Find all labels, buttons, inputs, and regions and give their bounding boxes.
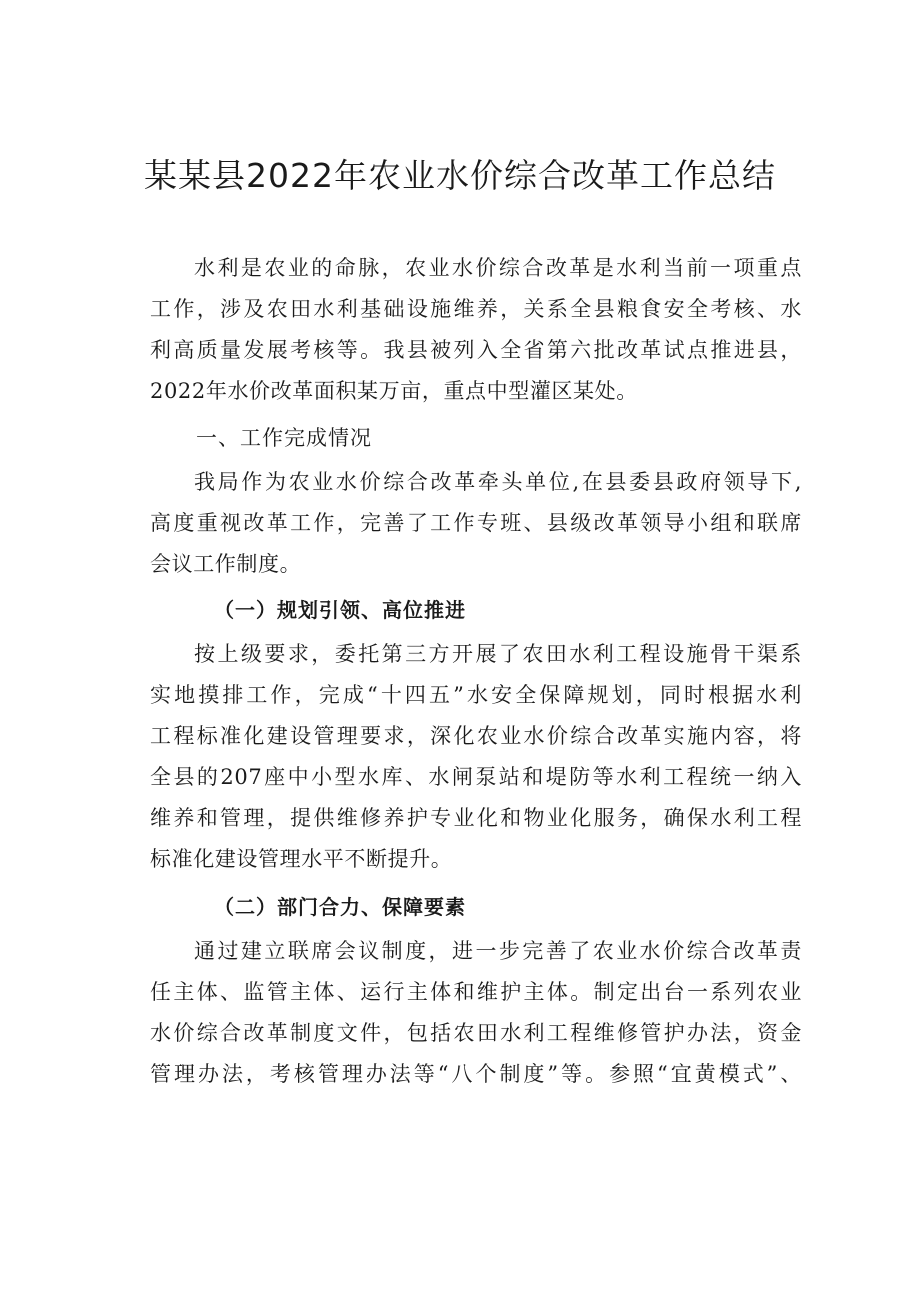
paragraph-line: 我局作为农业水价综合改革牵头单位,在县委县政府领导下, bbox=[194, 470, 802, 494]
paragraph-line: 2022年水价改革面积某万亩，重点中型灌区某处。 bbox=[150, 379, 638, 403]
paragraph-line: 利高质量发展考核等。我县被列入全省第六批改革试点推进县， bbox=[150, 338, 802, 362]
sub2-paragraph bbox=[150, 931, 802, 1095]
intro-paragraph bbox=[150, 248, 802, 412]
paragraph-line: 水利是农业的命脉，农业水价综合改革是水利当前一项重点 bbox=[194, 256, 802, 280]
paragraph-line: 通过建立联席会议制度，进一步完善了农业水价综合改革责 bbox=[194, 939, 802, 963]
paragraph-line: 任主体、监管主体、运行主体和维护主体。制定出台一系列农业 bbox=[150, 980, 802, 1004]
paragraph-line: 标准化建设管理水平不断提升。 bbox=[150, 847, 453, 871]
subsection-heading-1: （一）规划引领、高位推进 bbox=[214, 598, 466, 622]
section1-paragraph bbox=[150, 462, 802, 585]
paragraph-line: 工作，涉及农田水利基础设施维养，关系全县粮食安全考核、水 bbox=[150, 297, 802, 321]
paragraph-line: 实地摸排工作，完成“十四五”水安全保障规划，同时根据水利 bbox=[150, 683, 802, 707]
paragraph-line: 会议工作制度。 bbox=[150, 552, 302, 576]
paragraph-line: 高度重视改革工作，完善了工作专班、县级改革领导小组和联席 bbox=[150, 511, 802, 535]
paragraph-line: 工程标准化建设管理要求，深化农业水价综合改革实施内容，将 bbox=[150, 724, 802, 748]
sub1-paragraph bbox=[150, 634, 802, 880]
paragraph-line: 水价综合改革制度文件，包括农田水利工程维修管护办法，资金 bbox=[150, 1021, 802, 1045]
section-heading-1: 一、工作完成情况 bbox=[196, 426, 372, 450]
paragraph-line: 全县的207座中小型水库、水闸泵站和堤防等水利工程统一纳入 bbox=[150, 765, 802, 789]
paragraph-line: 管理办法，考核管理办法等“八个制度”等。参照“宜黄模式”、 bbox=[150, 1062, 802, 1086]
subsection-heading-2: （二）部门合力、保障要素 bbox=[214, 895, 466, 919]
paragraph-line: 维养和管理，提供维修养护专业化和物业化服务，确保水利工程 bbox=[150, 806, 802, 830]
paragraph-line: 按上级要求，委托第三方开展了农田水利工程设施骨干渠系 bbox=[194, 642, 802, 666]
document-title: 某某县2022年农业水价综合改革工作总结 bbox=[144, 156, 776, 195]
